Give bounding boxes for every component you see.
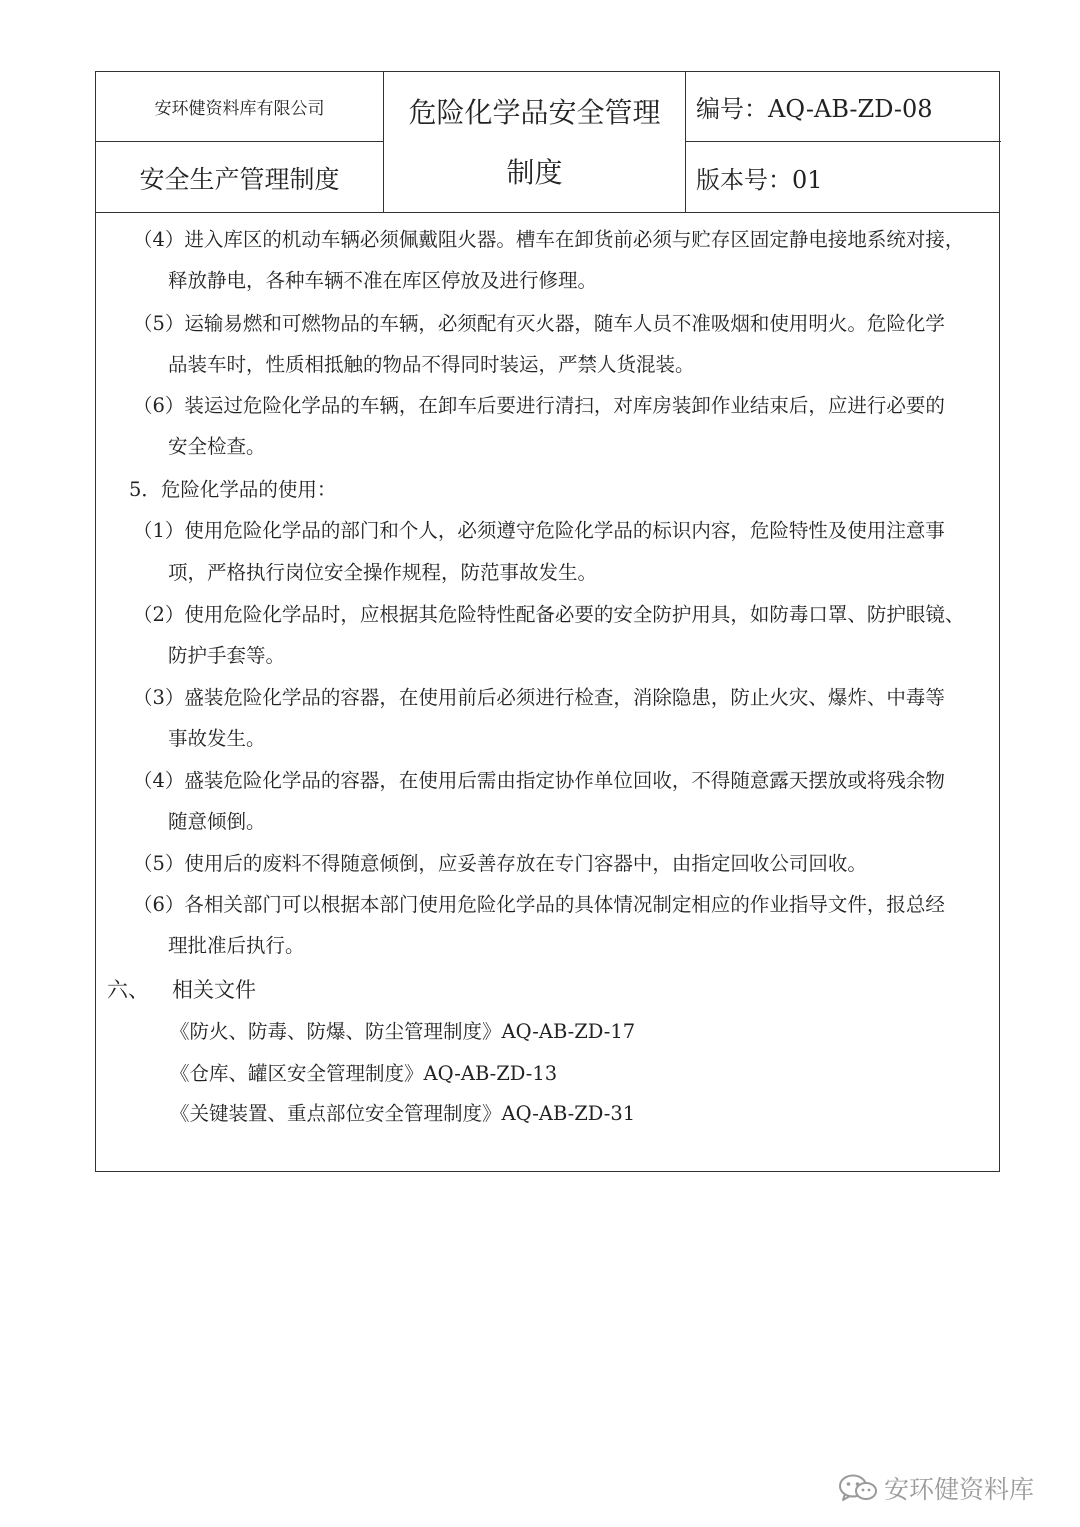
usage-item-6-line2: 理批准后执行。 bbox=[168, 934, 305, 957]
usage-item-2-line2: 防护手套等。 bbox=[168, 644, 286, 667]
document-frame bbox=[95, 71, 1000, 1172]
related-doc-1: 《防火、防毒、防爆、防尘管理制度》AQ-AB-ZD-17 bbox=[170, 1020, 636, 1043]
transport-item-5-line2: 品装车时，性质相抵触的物品不得同时装运，严禁人货混装。 bbox=[168, 353, 695, 376]
document-title bbox=[384, 72, 686, 213]
system-name: 安全生产管理制度 bbox=[96, 142, 384, 213]
title-line-2: 制度 bbox=[506, 155, 563, 189]
usage-item-3-line2: 事故发生。 bbox=[168, 727, 266, 750]
watermark bbox=[838, 1470, 1034, 1506]
usage-item-5-line1: （5）使用后的废料不得随意倾倒，应妥善存放在专门容器中，由指定回收公司回收。 bbox=[133, 852, 867, 875]
section-6-number: 六、 bbox=[107, 978, 149, 1002]
related-doc-3: 《关键装置、重点部位安全管理制度》AQ-AB-ZD-31 bbox=[170, 1102, 636, 1125]
watermark-text: 安环健资料库 bbox=[884, 1475, 1035, 1504]
usage-item-3-line1: （3）盛装危险化学品的容器，在使用前后必须进行检查，消除隐患，防止火灾、爆炸、中毒等 bbox=[133, 686, 945, 709]
transport-item-6-line2: 安全检查。 bbox=[168, 435, 266, 458]
company-name: 安环健资料库有限公司 bbox=[96, 72, 384, 142]
section-6-title: 相关文件 bbox=[172, 978, 256, 1002]
transport-item-6-line1: （6）装运过危险化学品的车辆，在卸车后要进行清扫，对库房装卸作业结束后，应进行必要的 bbox=[133, 394, 945, 417]
header-table bbox=[96, 72, 999, 213]
transport-item-4-line2: 释放静电，各种车辆不准在库区停放及进行修理。 bbox=[168, 269, 598, 292]
usage-item-1-line1: （1）使用危险化学品的部门和个人，必须遵守危险化学品的标识内容，危险特性及使用注意事 bbox=[133, 519, 945, 542]
usage-item-2-line1: （2）使用危险化学品时，应根据其危险特性配备必要的安全防护用具，如防毒口罩、防护眼镜、 bbox=[133, 603, 965, 626]
transport-item-4-line1: （4）进入库区的机动车辆必须佩戴阻火器。槽车在卸货前必须与贮存区固定静电接地系统对接， bbox=[133, 228, 965, 251]
wechat-icon bbox=[838, 1473, 878, 1503]
transport-item-5-line1: （5）运输易燃和可燃物品的车辆，必须配有灭火器，随车人员不准吸烟和使用明火。危险化学 bbox=[133, 312, 945, 335]
usage-item-6-line1: （6）各相关部门可以根据本部门使用危险化学品的具体情况制定相应的作业指导文件，报总经 bbox=[133, 893, 945, 916]
title-line-1: 危险化学品安全管理 bbox=[408, 95, 661, 129]
related-doc-2: 《仓库、罐区安全管理制度》AQ-AB-ZD-13 bbox=[170, 1062, 558, 1085]
usage-item-4-line2: 随意倾倒。 bbox=[168, 810, 266, 833]
section-5-heading: 5．危险化学品的使用： bbox=[129, 478, 337, 501]
document-code: 编号：AQ-AB-ZD-08 bbox=[686, 72, 1001, 142]
usage-item-4-line1: （4）盛装危险化学品的容器，在使用后需由指定协作单位回收，不得随意露天摆放或将残余物 bbox=[133, 769, 945, 792]
document-version: 版本号：01 bbox=[696, 166, 823, 194]
usage-item-1-line2: 项，严格执行岗位安全操作规程，防范事故发生。 bbox=[168, 561, 598, 584]
